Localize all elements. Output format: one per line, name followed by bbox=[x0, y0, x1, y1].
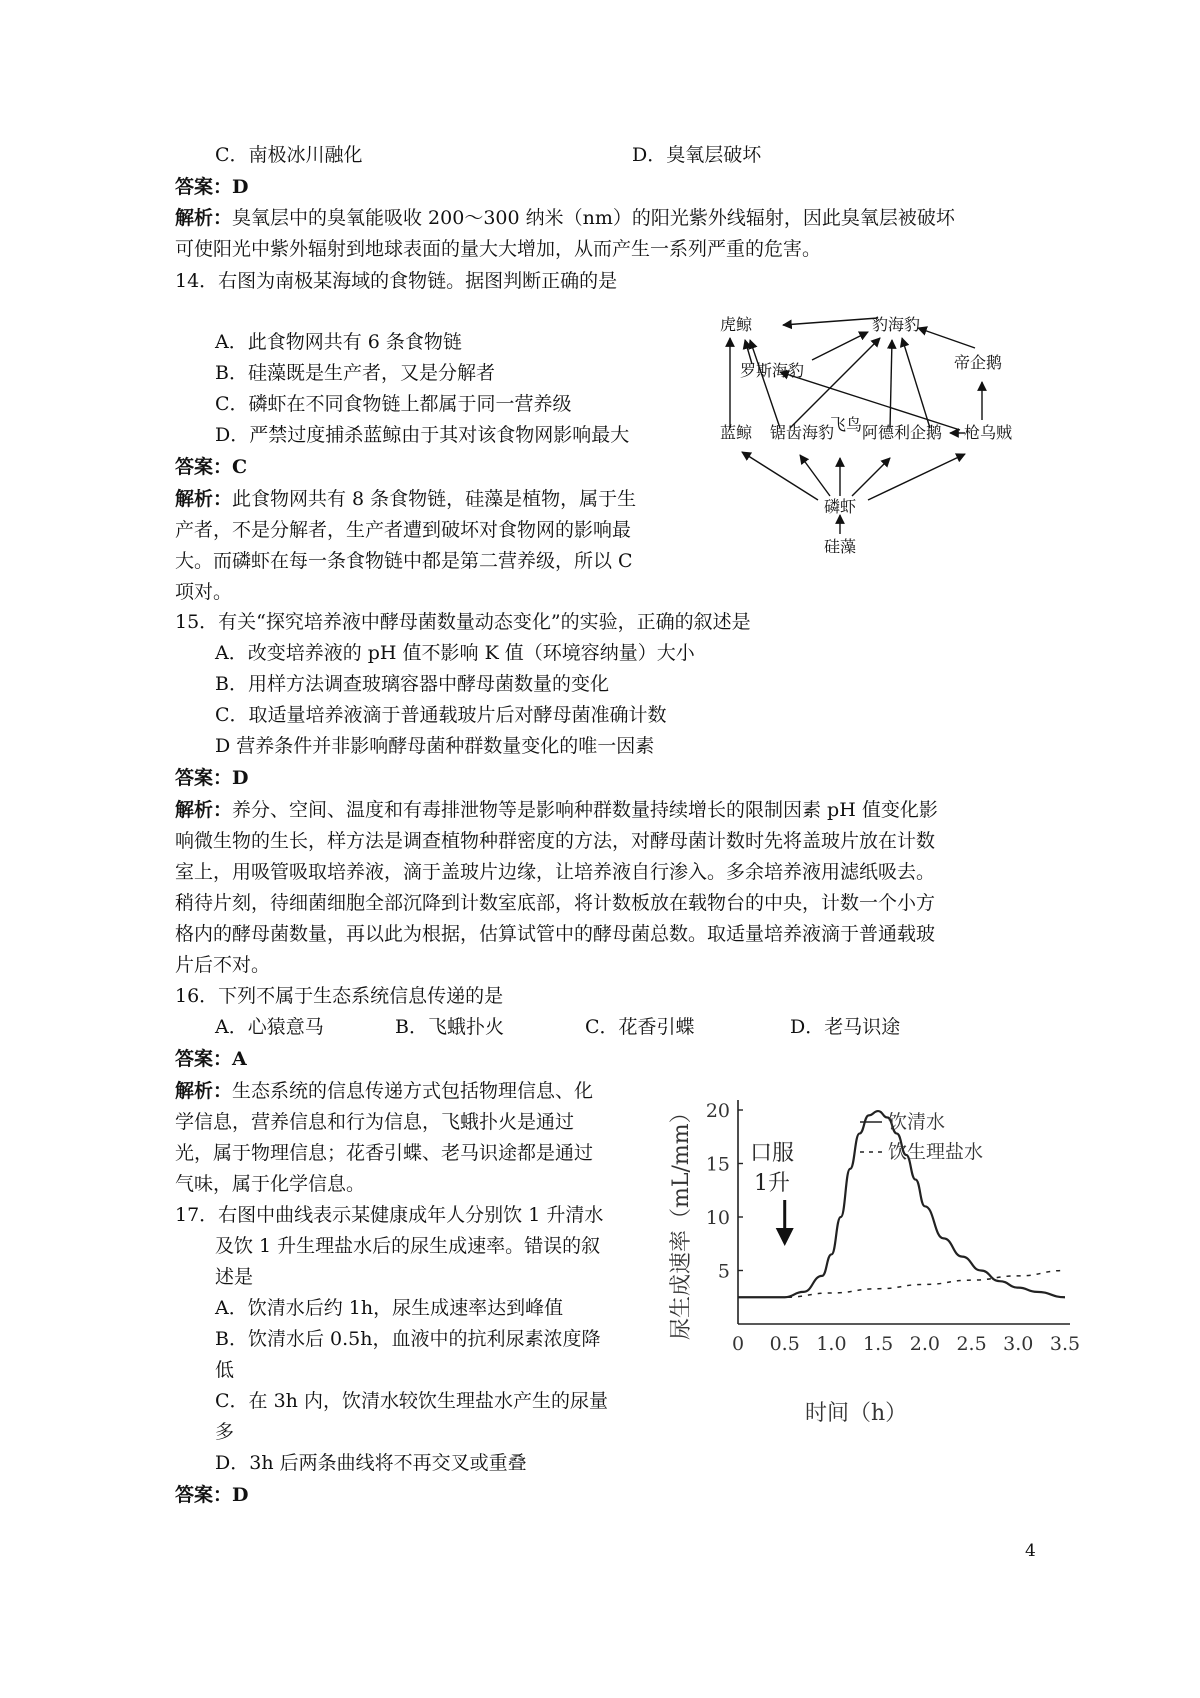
q17-option-c-cont: 多 bbox=[215, 1421, 235, 1443]
y-tick-label: 20 bbox=[705, 1100, 730, 1122]
q17-option-a: A．饮清水后约 1h，尿生成速率达到峰值 bbox=[215, 1297, 564, 1319]
annotation-text: 1升 bbox=[754, 1171, 790, 1196]
urine-rate-chart bbox=[660, 1090, 1080, 1430]
y-tick-label: 10 bbox=[705, 1207, 730, 1229]
q16-analysis-line-3: 光，属于物理信息；花香引蝶、老马识途都是通过 bbox=[175, 1142, 594, 1164]
food-web-node-emperor-penguin: 帝企鹅 bbox=[954, 353, 1003, 372]
food-web-node-squid: 枪乌贼 bbox=[964, 423, 1013, 442]
q13-analysis-line-2: 可使阳光中紫外辐射到地球表面的量大大增加，从而产生一系列严重的危害。 bbox=[175, 238, 822, 260]
q14-analysis-line-3: 大。而磷虾在每一条食物链中都是第二营养级，所以 C bbox=[175, 550, 633, 572]
q15-option-a: A．改变培养液的 pH 值不影响 K 值（环境容纳量）大小 bbox=[215, 642, 695, 664]
y-tick-label: 5 bbox=[717, 1260, 730, 1283]
q16-option-b: B．飞蛾扑火 bbox=[395, 1016, 504, 1038]
x-tick-label: 3.0 bbox=[1003, 1333, 1034, 1355]
q15-analysis-line-5: 格内的酵母菌数量，再以此为根据，估算试管中的酵母菌总数。取适量培养液滴于普通载玻 bbox=[175, 923, 936, 945]
q14-option-d: D．严禁过度捕杀蓝鲸由于其对该食物网影响最大 bbox=[215, 424, 630, 446]
q16-option-d: D．老马识途 bbox=[790, 1016, 901, 1038]
y-tick-label: 15 bbox=[705, 1153, 730, 1176]
page-number: 4 bbox=[1025, 1541, 1036, 1561]
series-line-0 bbox=[738, 1111, 1065, 1297]
q15-stem: 15．有关“探究培养液中酵母菌数量动态变化”的实验，正确的叙述是 bbox=[175, 611, 751, 633]
q15-analysis-line-1: 解析：养分、空间、温度和有毒排泄物等是影响种群数量持续增长的限制因素 pH 值变化影 bbox=[175, 799, 938, 821]
food-web-node-crabeater-seal: 锯齿海豹 bbox=[770, 423, 835, 442]
food-web-node-leopard-seal: 豹海豹 bbox=[872, 315, 921, 334]
q16-analysis-line-4: 气味，属于化学信息。 bbox=[175, 1173, 366, 1195]
q15-analysis-line-4: 稍待片刻，待细菌细胞全部沉降到计数室底部，将计数板放在载物台的中央，计数一个小方 bbox=[175, 892, 936, 914]
q15-analysis-line-2: 响微生物的生长，样方法是调查植物种群密度的方法，对酵母菌计数时先将盖玻片放在计数 bbox=[175, 830, 936, 852]
q15-answer: 答案：D bbox=[175, 767, 249, 789]
q13-answer bbox=[175, 172, 249, 199]
q15-option-b: B．用样方法调查玻璃容器中酵母菌数量的变化 bbox=[215, 673, 609, 695]
q17-option-d: D．3h 后两条曲线将不再交叉或重叠 bbox=[215, 1452, 527, 1474]
q14-stem: 14．右图为南极某海域的食物链。据图判断正确的是 bbox=[175, 270, 618, 292]
q14-option-c: C．磷虾在不同食物链上都属于同一营养级 bbox=[215, 393, 572, 415]
q17-answer: 答案：D bbox=[175, 1484, 249, 1506]
q17-stem-line-3: 述是 bbox=[215, 1266, 254, 1288]
q14-analysis-line-2: 产者，不是分解者，生产者遭到破坏对食物网的影响最 bbox=[175, 519, 632, 541]
q15-analysis-line-6: 片后不对。 bbox=[175, 954, 271, 976]
q15-option-c: C．取适量培养液滴于普通载玻片后对酵母菌准确计数 bbox=[215, 704, 667, 726]
answer-value: D bbox=[232, 176, 249, 198]
legend-entry: 饮生理盐水 bbox=[888, 1141, 984, 1163]
series-line-1 bbox=[738, 1271, 1065, 1298]
food-web-node-bird: 飞鸟 bbox=[830, 415, 863, 434]
annotation-arrowhead bbox=[776, 1228, 794, 1246]
food-web-node-killer-whale: 虎鲸 bbox=[720, 315, 753, 334]
x-tick-label: 2.5 bbox=[956, 1333, 987, 1355]
answer-label: 答案： bbox=[175, 176, 233, 198]
food-web-node-adelie-penguin: 阿德利企鹅 bbox=[862, 423, 943, 442]
x-tick-label: 1.5 bbox=[863, 1333, 894, 1355]
q15-analysis-line-3: 室上，用吸管吸取培养液，滴于盖玻片边缘，让培养液自行渗入。多余培养液用滤纸吸去。 bbox=[175, 861, 936, 883]
q14-option-a: A．此食物网共有 6 条食物链 bbox=[215, 331, 462, 353]
q13-analysis-line-1: 解析：臭氧层中的臭氧能吸收 200～300 纳米（nm）的阳光紫外线辐射，因此臭氧层被破坏 bbox=[175, 207, 955, 229]
q17-stem-line-1: 17．右图中曲线表示某健康成年人分别饮 1 升清水 bbox=[175, 1204, 604, 1226]
q13-option-c: C．南极冰川融化 bbox=[215, 144, 363, 166]
x-tick-label: 2.0 bbox=[909, 1333, 940, 1355]
q16-analysis-line-2: 学信息，营养信息和行为信息，飞蛾扑火是通过 bbox=[175, 1111, 575, 1133]
q16-option-a: A．心猿意马 bbox=[215, 1016, 324, 1038]
legend-entry: 饮清水 bbox=[888, 1111, 946, 1133]
food-web-node-diatom: 硅藻 bbox=[824, 537, 857, 556]
q17-stem-line-2: 及饮 1 升生理盐水后的尿生成速率。错误的叙 bbox=[215, 1235, 601, 1257]
annotation-text: 口服 bbox=[749, 1141, 795, 1166]
x-tick-label: 1.0 bbox=[816, 1333, 847, 1355]
food-web-diagram bbox=[720, 310, 1070, 570]
q14-analysis-line-1: 解析：此食物网共有 8 条食物链，硅藻是植物，属于生 bbox=[175, 488, 637, 510]
analysis-label: 解析： bbox=[175, 207, 233, 229]
y-axis-label: 尿生成速率（mL/mm） bbox=[669, 1101, 694, 1340]
food-web-node-krill: 磷虾 bbox=[824, 497, 857, 516]
q15-option-d: D 营养条件并非影响酵母菌种群数量变化的唯一因素 bbox=[215, 735, 655, 757]
x-tick-label: 0 bbox=[731, 1333, 745, 1355]
q14-option-b: B．硅藻既是生产者，又是分解者 bbox=[215, 362, 495, 384]
x-axis-label: 时间（h） bbox=[805, 1401, 908, 1426]
q16-analysis-line-1: 解析：生态系统的信息传递方式包括物理信息、化 bbox=[175, 1080, 594, 1102]
food-web-node-ross-seal: 罗斯海豹 bbox=[740, 361, 805, 380]
q17-option-c: C．在 3h 内，饮清水较饮生理盐水产生的尿量 bbox=[215, 1390, 608, 1412]
q16-answer: 答案：A bbox=[175, 1048, 247, 1070]
q14-answer: 答案：C bbox=[175, 456, 248, 478]
x-tick-label: 3.5 bbox=[1049, 1333, 1080, 1355]
q17-option-b: B．饮清水后 0.5h，血液中的抗利尿素浓度降 bbox=[215, 1328, 601, 1350]
q16-stem: 16．下列不属于生态系统信息传递的是 bbox=[175, 985, 504, 1007]
food-web-node-blue-whale: 蓝鲸 bbox=[720, 423, 753, 442]
q13-option-d: D．臭氧层破坏 bbox=[632, 144, 762, 166]
x-tick-label: 0.5 bbox=[769, 1333, 800, 1355]
q14-analysis-line-4: 项对。 bbox=[175, 581, 233, 603]
q17-option-b-cont: 低 bbox=[215, 1359, 235, 1381]
q16-option-c: C．花香引蝶 bbox=[585, 1016, 695, 1038]
